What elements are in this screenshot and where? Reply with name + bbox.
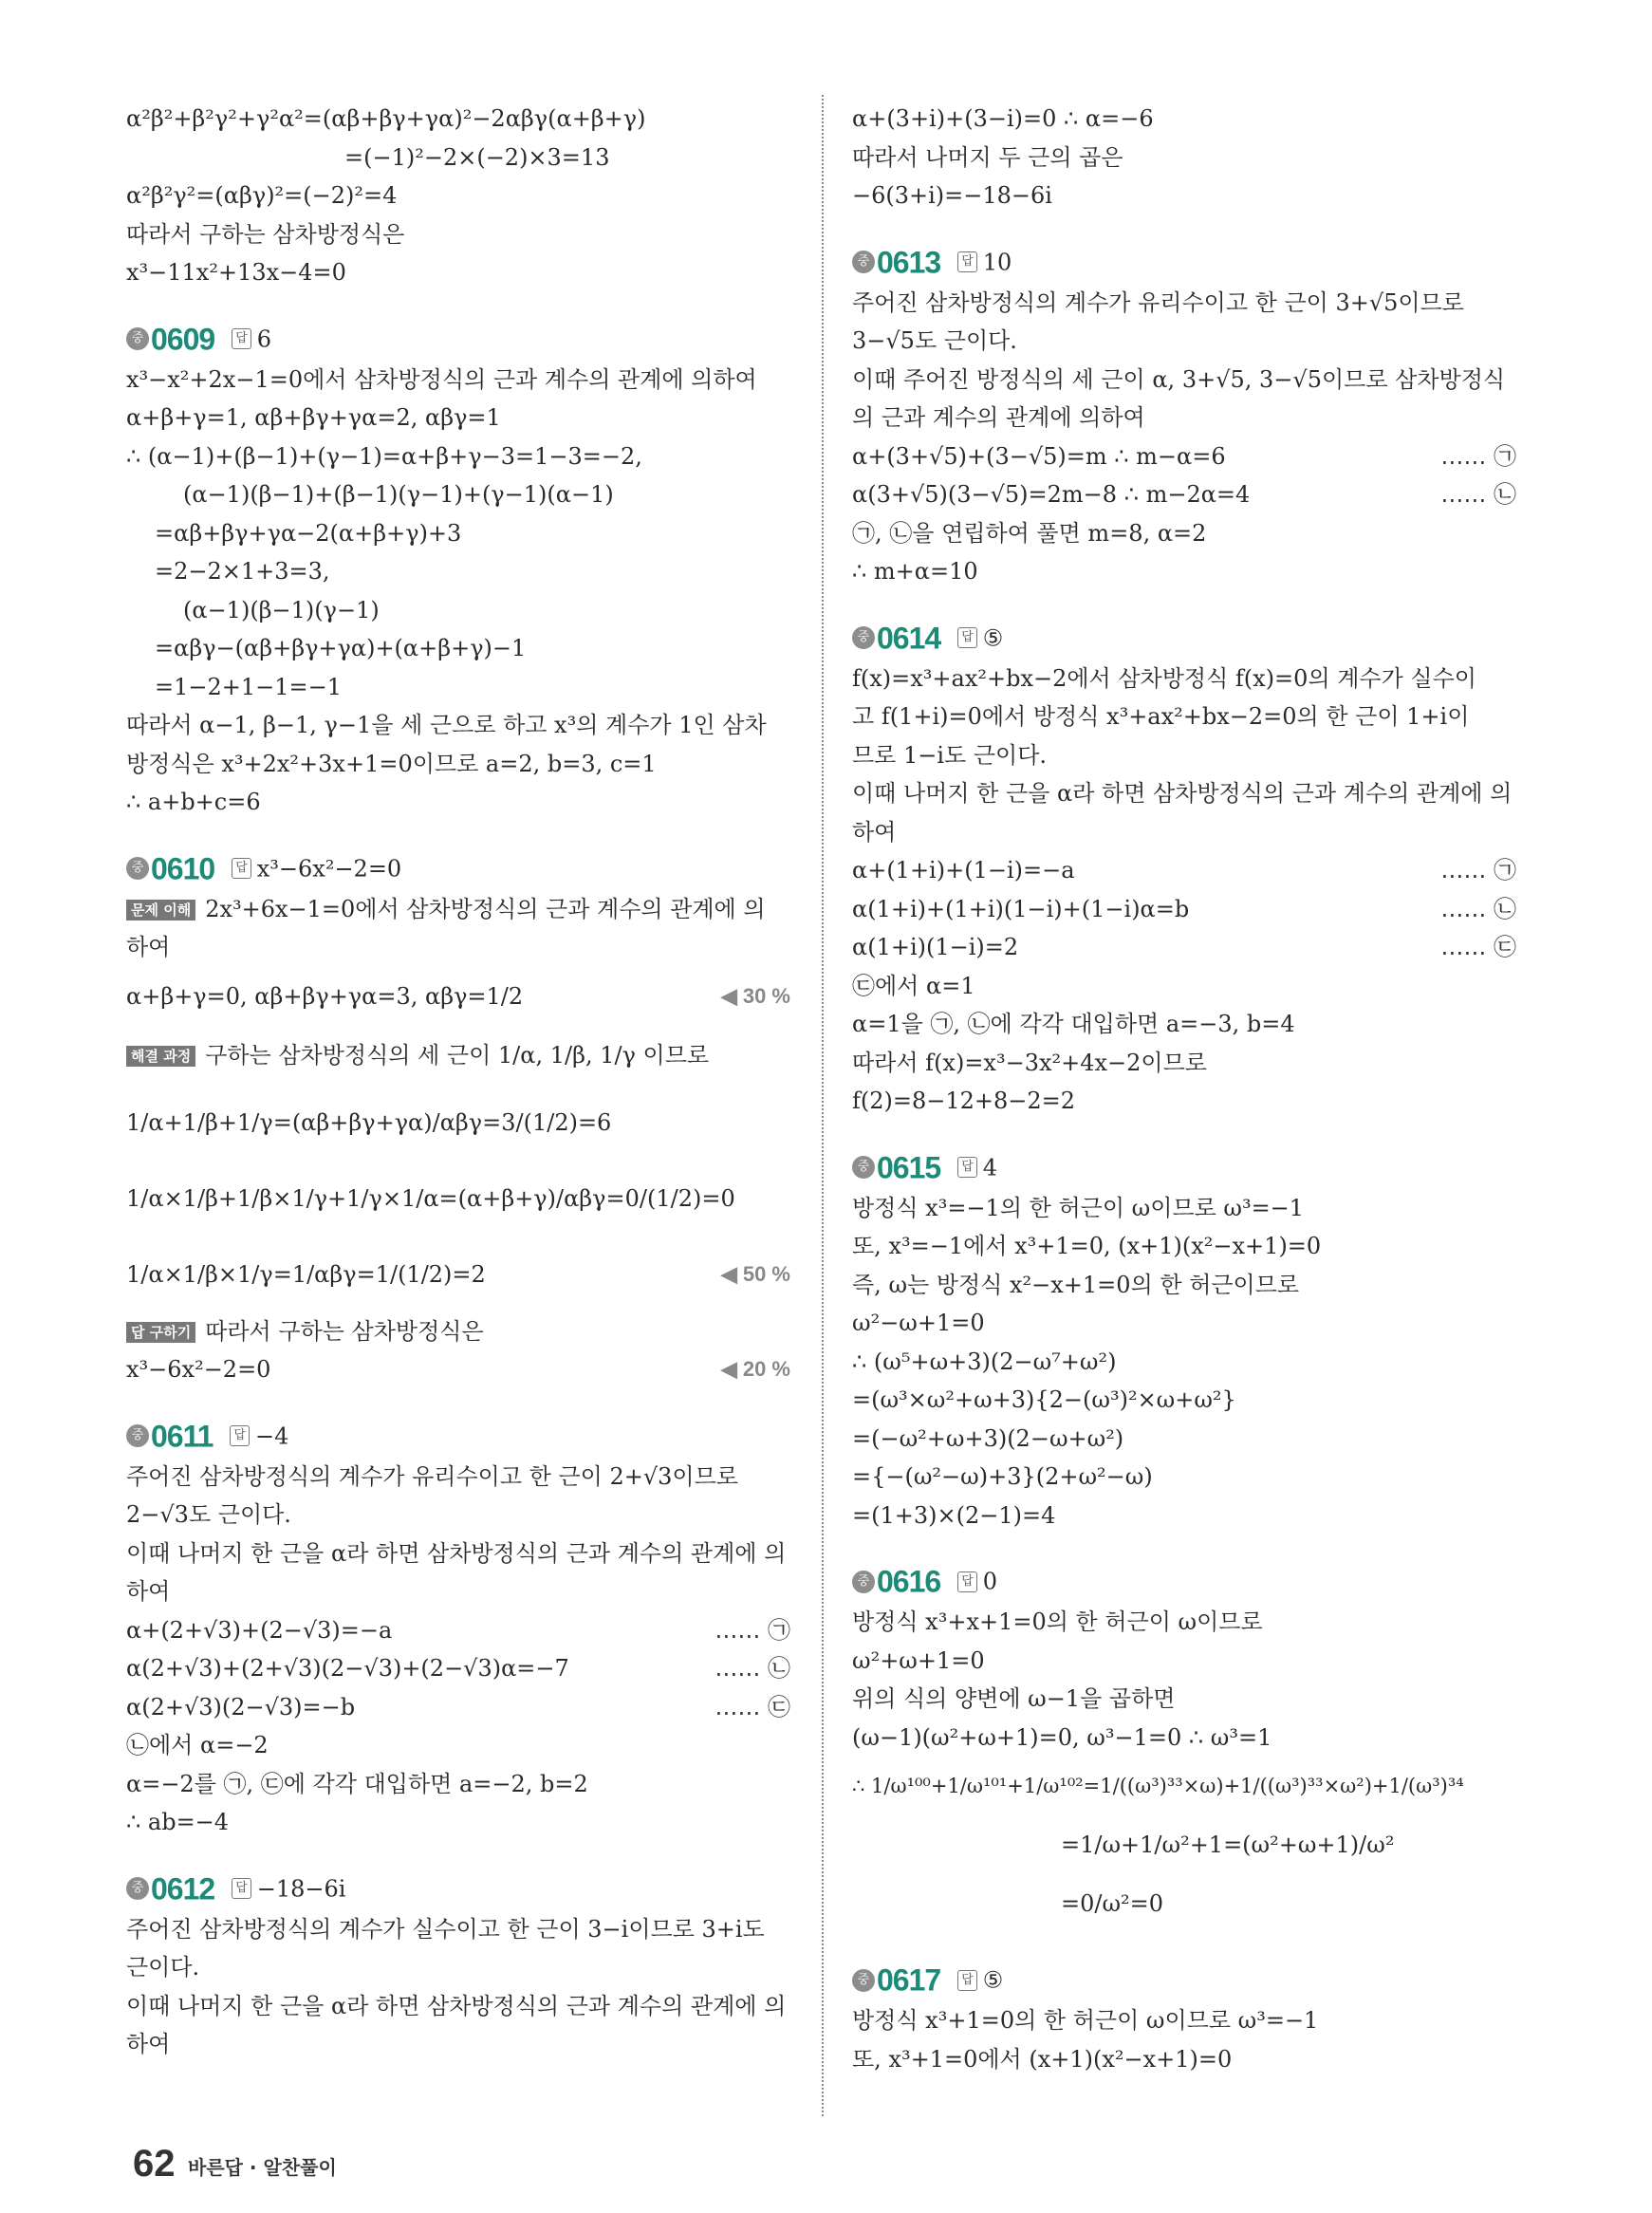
math-line: =(−ω²+ω+3)(2−ω+ω²) xyxy=(852,1424,1124,1452)
math-line: =(1+3)×(2−1)=4 xyxy=(852,1501,1056,1529)
text-line: α=1을 ㉠, ㉡에 각각 대입하면 a=−3, b=4 xyxy=(852,1011,1295,1037)
math-line: 1/α×1/β×1/γ=1/αβγ=1/(1/2)=2 ◀ 50 % xyxy=(126,1237,790,1312)
text-line: 답 구하기 따라서 구하는 삼차방정식은 xyxy=(126,1312,790,1351)
answer-label: 답 xyxy=(232,1878,251,1899)
math-line: =0/ω²=0 xyxy=(1061,1890,1164,1917)
text-line: 근이다. xyxy=(126,1954,200,1981)
text-line: 따라서 구하는 삼차방정식은 xyxy=(126,220,405,248)
answer-value: ⑤ xyxy=(982,1966,1004,1994)
difficulty-badge: 중 xyxy=(126,327,149,350)
text-line: f(x)=x³+ax²+bx−2에서 삼차방정식 f(x)=0의 계수가 실수이 xyxy=(852,664,1476,692)
equation-line: α+(1+i)+(1−i)=−a …… ㉠ xyxy=(852,851,1516,890)
math-line: x³−6x²−2=0 ◀ 20 % xyxy=(126,1350,790,1389)
text-line: 또, x³+1=0에서 (x+1)(x²−x+1)=0 xyxy=(852,2045,1233,2073)
text-line: 하여 xyxy=(126,2031,171,2057)
problem-number: 0615 xyxy=(877,1150,941,1184)
math-line: ∴ (ω⁵+ω+3)(2−ω⁷+ω²) xyxy=(852,1348,1117,1375)
math-line: α²β²+β²γ²+γ²α²=(αβ+βγ+γα)²−2αβγ(α+β+γ) xyxy=(126,105,646,132)
math-line: ∴ ab=−4 xyxy=(126,1809,230,1835)
equation-line: α(3+√5)(3−√5)=2m−8 ∴ m−2α=4 …… ㉡ xyxy=(852,475,1516,514)
equation-line: α+(2+√3)+(2−√3)=−a …… ㉠ xyxy=(126,1611,790,1650)
text-line: 방정식은 x³+2x²+3x+1=0이므로 a=2, b=3, c=1 xyxy=(126,750,657,777)
answer-value: 10 xyxy=(982,249,1012,275)
equation-marker: …… ㉡ xyxy=(1440,895,1516,922)
equation-marker: …… ㉡ xyxy=(715,1655,790,1682)
text-line: 하여 xyxy=(852,818,897,846)
problem-header-0614 xyxy=(852,614,1516,660)
equation-line: α(1+i)+(1+i)(1−i)+(1−i)α=b …… ㉡ xyxy=(852,890,1516,929)
math-line: α+(3+i)+(3−i)=0 ∴ α=−6 xyxy=(852,105,1154,132)
math-line: α+β+γ=1, αβ+βγ+γα=2, αβγ=1 xyxy=(126,404,501,431)
math-line: f(2)=8−12+8−2=2 xyxy=(852,1088,1076,1114)
math-line: ∴ a+b+c=6 xyxy=(126,789,261,815)
math-line: (α−1)(β−1)+(β−1)(γ−1)+(γ−1)(α−1) xyxy=(183,481,614,508)
problem-header-0615 xyxy=(852,1144,1516,1189)
right-column xyxy=(852,100,1516,2078)
answer-label: 답 xyxy=(232,858,251,879)
equation-marker: …… ㉡ xyxy=(1440,481,1516,508)
math-line: =αβγ−(αβ+βγ+γα)+(α+β+γ)−1 xyxy=(155,635,527,661)
text-line: ㉢에서 α=1 xyxy=(852,972,975,999)
equation-line: α(1+i)(1−i)=2 …… ㉢ xyxy=(852,928,1516,967)
score-percent: ◀ 50 % xyxy=(720,1261,790,1286)
text-line: 이때 나머지 한 근을 α라 하면 삼차방정식의 근과 계수의 관계에 의 xyxy=(852,780,1513,807)
text-line: 의 근과 계수의 관계에 의하여 xyxy=(852,404,1145,431)
answer-label: 답 xyxy=(957,1157,977,1178)
text-line: ㉡에서 α=−2 xyxy=(126,1732,269,1758)
score-percent: ◀ 30 % xyxy=(720,983,790,1008)
answer-label: 답 xyxy=(230,1425,250,1446)
math-line: =2−2×1+3=3, xyxy=(155,558,330,585)
text-line: x³−x²+2x−1=0에서 삼차방정식의 근과 계수의 관계에 의하여 xyxy=(126,365,757,393)
difficulty-badge: 중 xyxy=(852,1969,875,1992)
text-line: 주어진 삼차방정식의 계수가 유리수이고 한 근이 2+√3이므로 xyxy=(126,1462,738,1490)
text-line: 3−√5도 근이다. xyxy=(852,327,1017,354)
difficulty-badge: 중 xyxy=(852,1571,875,1593)
text-line: 문제 이해 2x³+6x−1=0에서 삼차방정식의 근과 계수의 관계에 의 xyxy=(126,890,790,929)
problem-header-0611 xyxy=(126,1412,790,1458)
math-line: α+β+γ=0, αβ+βγ+γα=3, αβγ=1/2 ◀ 30 % xyxy=(126,967,790,1026)
math-line: (α−1)(β−1)(γ−1) xyxy=(183,596,380,623)
text-line: 하여 xyxy=(126,1578,171,1605)
text-line: 주어진 삼차방정식의 계수가 유리수이고 한 근이 3+√5이므로 xyxy=(852,288,1464,316)
math-line: −6(3+i)=−18−6i xyxy=(852,182,1052,209)
page-number: 62 xyxy=(133,2143,176,2185)
left-column xyxy=(126,100,790,2064)
math-line: 1/α×1/β+1/β×1/γ+1/γ×1/α=(α+β+γ)/αβγ=0/(1/2)=0 xyxy=(126,1184,735,1212)
answer-value: ⑤ xyxy=(982,624,1004,651)
text-line: 고 f(1+i)=0에서 방정식 x³+ax²+bx−2=0의 한 근이 1+i이 xyxy=(852,703,1470,730)
book-title: 바른답 · 알찬풀이 xyxy=(188,2156,337,2179)
difficulty-badge: 중 xyxy=(126,1877,149,1900)
math-line: ={−(ω²−ω)+3}(2+ω²−ω) xyxy=(852,1463,1153,1490)
answer-label: 답 xyxy=(232,328,251,349)
answer-label: 답 xyxy=(957,251,977,272)
text-line: ㉠, ㉡을 연립하여 풀면 m=8, α=2 xyxy=(852,519,1207,547)
column-divider xyxy=(822,95,824,2116)
problem-number: 0609 xyxy=(151,322,215,356)
answer-value: −4 xyxy=(254,1423,289,1449)
text-line: 또, x³=−1에서 x³+1=0, (x+1)(x²−x+1)=0 xyxy=(852,1233,1322,1259)
text-line: 따라서 α−1, β−1, γ−1을 세 근으로 하고 x³의 계수가 1인 삼차 xyxy=(126,712,767,738)
math-line: ∴ m+α=10 xyxy=(852,558,978,585)
equation-marker: …… ㉠ xyxy=(715,1616,790,1644)
text-line: 따라서 f(x)=x³−3x²+4x−2이므로 xyxy=(852,1049,1207,1076)
equation-line: α(2+√3)+(2+√3)(2−√3)+(2−√3)α=−7 …… ㉡ xyxy=(126,1649,790,1688)
difficulty-badge: 중 xyxy=(126,857,149,880)
step-tag: 답 구하기 xyxy=(126,1322,195,1343)
text-line: 이때 주어진 방정식의 세 근이 α, 3+√5, 3−√5이므로 삼차방정식 xyxy=(852,365,1506,393)
math-line: ω²+ω+1=0 xyxy=(852,1646,985,1674)
answer-label: 답 xyxy=(957,1571,977,1592)
math-line: =(ω³×ω²+ω+3){2−(ω³)²×ω+ω²} xyxy=(852,1386,1236,1413)
math-line: (ω−1)(ω²+ω+1)=0, ω³−1=0 ∴ ω³=1 xyxy=(852,1723,1272,1751)
equation-marker: …… ㉠ xyxy=(1440,857,1516,883)
problem-number: 0612 xyxy=(151,1871,215,1906)
text-line: 방정식 x³=−1의 한 허근이 ω이므로 ω³=−1 xyxy=(852,1194,1305,1221)
answer-value: 0 xyxy=(982,1568,998,1595)
problem-number: 0616 xyxy=(877,1564,941,1599)
problem-header-0609 xyxy=(126,315,790,361)
answer-label: 답 xyxy=(957,627,977,648)
math-line: ω²−ω+1=0 xyxy=(852,1310,985,1336)
difficulty-badge: 중 xyxy=(852,626,875,649)
text-line: 므로 1−i도 근이다. xyxy=(852,741,1048,769)
text-line: 2−√3도 근이다. xyxy=(126,1501,291,1528)
math-line: =(−1)²−2×(−2)×3=13 xyxy=(344,143,610,171)
math-line: =αβ+βγ+γα−2(α+β+γ)+3 xyxy=(155,519,462,547)
answer-value: −18−6i xyxy=(256,1875,346,1902)
text-line: 위의 식의 양변에 ω−1을 곱하면 xyxy=(852,1685,1176,1712)
text-line: 즉, ω는 방정식 x²−x+1=0의 한 허근이므로 xyxy=(852,1271,1300,1298)
equation-line: α(2+√3)(2−√3)=−b …… ㉢ xyxy=(126,1688,790,1727)
math-line: ∴ (α−1)+(β−1)+(γ−1)=α+β+γ−3=1−3=−2, xyxy=(126,442,642,470)
text-line: 하여 xyxy=(126,934,171,960)
problem-number: 0613 xyxy=(877,245,941,279)
math-line: =1−2+1−1=−1 xyxy=(155,673,343,700)
answer-label: 답 xyxy=(957,1970,977,1991)
equation-line: α+(3+√5)+(3−√5)=m ∴ m−α=6 …… ㉠ xyxy=(852,437,1516,476)
problem-number: 0610 xyxy=(151,851,215,885)
text-line: 이때 나머지 한 근을 α라 하면 삼차방정식의 근과 계수의 관계에 의 xyxy=(126,1992,787,2019)
math-line: ∴ 1/ω¹⁰⁰+1/ω¹⁰¹+1/ω¹⁰²=1/((ω³)³³×ω)+1/((ω³)³³×ω²)+1/(ω³)³⁴ xyxy=(852,1775,1464,1797)
text-line: 방정식 x³+1=0의 한 허근이 ω이므로 ω³=−1 xyxy=(852,2007,1319,2034)
text-line: α=−2를 ㉠, ㉢에 각각 대입하면 a=−2, b=2 xyxy=(126,1770,588,1797)
equation-marker: …… ㉢ xyxy=(1440,934,1516,960)
problem-number: 0617 xyxy=(877,1962,941,1998)
answer-value: 4 xyxy=(982,1154,998,1181)
math-line: 1/α+1/β+1/γ=(αβ+βγ+γα)/αβγ=3/(1/2)=6 xyxy=(126,1108,612,1136)
step-tag: 해결 과정 xyxy=(126,1046,195,1067)
math-line: =1/ω+1/ω²+1=(ω²+ω+1)/ω² xyxy=(1061,1832,1395,1858)
math-line: x³−11x²+13x−4=0 xyxy=(126,259,346,286)
text-line: 주어진 삼차방정식의 계수가 실수이고 한 근이 3−i이므로 3+i도 xyxy=(126,1915,765,1943)
problem-header-0610 xyxy=(126,845,790,890)
difficulty-badge: 중 xyxy=(126,1424,149,1447)
problem-number: 0614 xyxy=(877,621,941,655)
answer-value: 6 xyxy=(256,325,272,352)
text-line: 방정식 x³+x+1=0의 한 허근이 ω이므로 xyxy=(852,1609,1263,1635)
problem-number: 0611 xyxy=(151,1419,213,1453)
text-line: 해결 과정 구하는 삼차방정식의 세 근이 1/α, 1/β, 1/γ 이므로 xyxy=(126,1026,790,1085)
equation-marker: …… ㉢ xyxy=(715,1693,790,1720)
problem-header-0612 xyxy=(126,1865,790,1910)
equation-marker: …… ㉠ xyxy=(1440,442,1516,470)
difficulty-badge: 중 xyxy=(852,1156,875,1179)
math-line: α²β²γ²=(αβγ)²=(−2)²=4 xyxy=(126,182,398,209)
text-line: 따라서 나머지 두 근의 곱은 xyxy=(852,143,1123,171)
score-percent: ◀ 20 % xyxy=(720,1357,790,1381)
problem-header-0613 xyxy=(852,238,1516,284)
answer-value: x³−6x²−2=0 xyxy=(256,855,402,882)
difficulty-badge: 중 xyxy=(852,251,875,273)
problem-header-0616 xyxy=(852,1557,1516,1603)
step-tag: 문제 이해 xyxy=(126,900,195,921)
text-line: 이때 나머지 한 근을 α라 하면 삼차방정식의 근과 계수의 관계에 의 xyxy=(126,1539,787,1567)
problem-header-0617 xyxy=(852,1956,1516,2001)
